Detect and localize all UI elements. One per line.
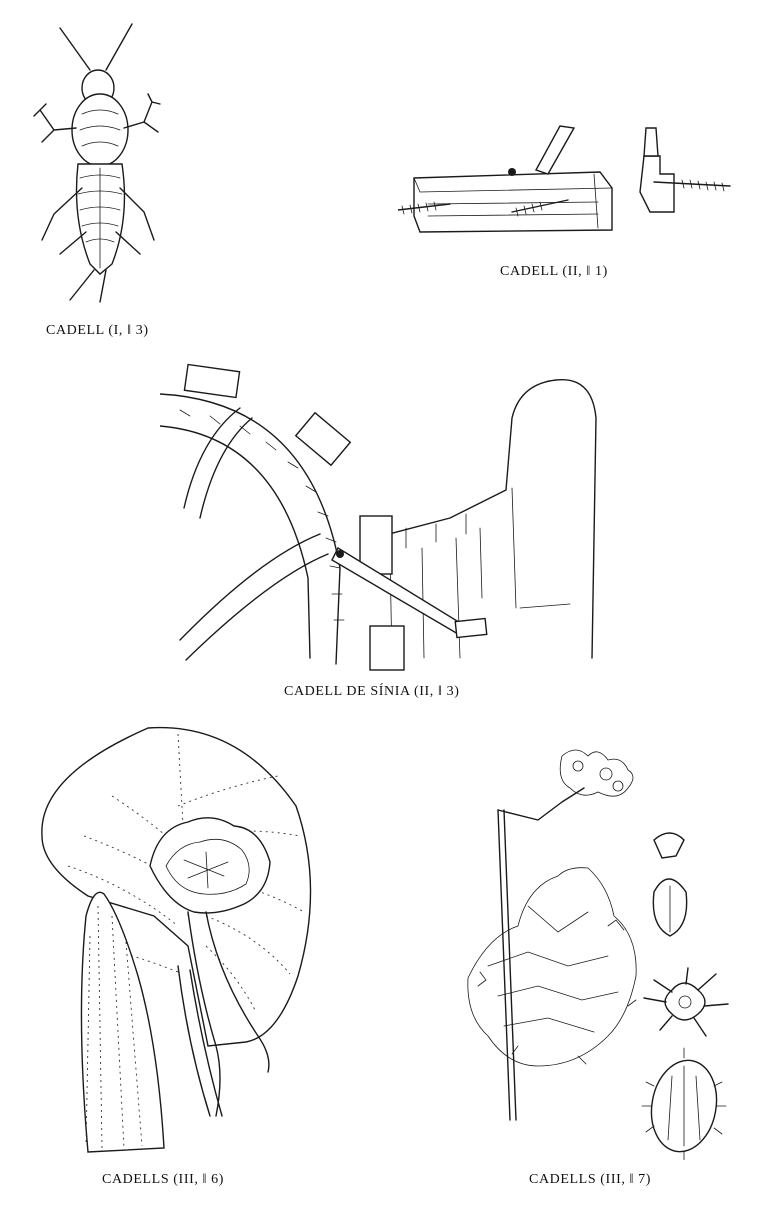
carpenter-tool-drawing <box>398 118 734 246</box>
plant-seeds-drawing <box>458 736 734 1160</box>
mole-cricket-drawing <box>20 18 180 308</box>
caption-mole-cricket: CADELL (I, ‖ 3) <box>46 323 149 338</box>
water-lily-drawing <box>28 716 328 1158</box>
plant-seeds-illustration <box>458 736 734 1160</box>
caption-carpenter-tool: CADELL (II, ‖ 1) <box>500 264 608 279</box>
waterwheel-drawing <box>160 358 610 674</box>
carpenter-tool-illustration <box>398 118 734 246</box>
waterwheel-illustration <box>160 358 610 674</box>
water-lily-illustration <box>28 716 328 1158</box>
caption-waterwheel: CADELL DE SÍNIA (II, ‖ 3) <box>284 684 460 699</box>
caption-water-lily: CADELLS (III, ‖ 6) <box>102 1172 225 1187</box>
caption-plant-seeds: CADELLS (III, ‖ 7) <box>529 1172 652 1187</box>
mole-cricket-illustration <box>20 18 180 308</box>
